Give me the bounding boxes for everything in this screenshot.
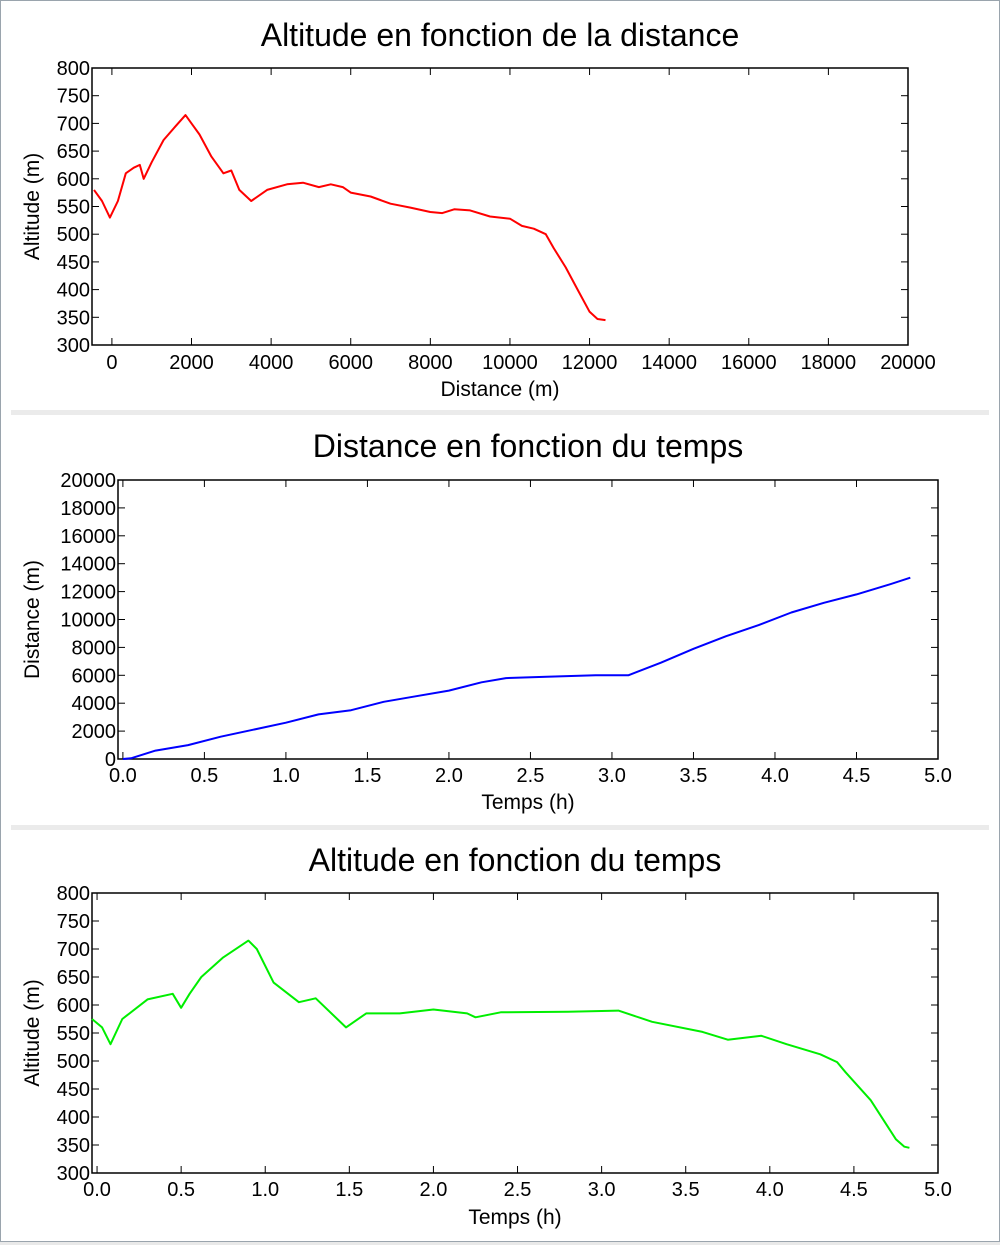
y-tick-label: 750 <box>56 911 90 933</box>
y-tick-label: 500 <box>56 224 90 247</box>
x-tick-label: 4.5 <box>842 765 871 787</box>
x-axis-label: Temps (h) <box>481 791 575 814</box>
x-tick-label: 2.0 <box>419 1179 448 1201</box>
y-tick-label: 12000 <box>60 581 116 604</box>
x-tick-label: 2.5 <box>516 765 545 787</box>
y-tick-label: 14000 <box>60 553 116 576</box>
chart-title: Altitude en fonction de la distance <box>260 17 740 53</box>
x-tick-label: 12000 <box>561 352 618 374</box>
x-tick-label: 8000 <box>408 352 453 374</box>
x-tick-label: 18000 <box>800 352 857 374</box>
altitude-distance-chart <box>11 4 989 410</box>
plot-area <box>92 68 908 345</box>
y-tick-label: 8000 <box>71 637 116 660</box>
y-tick-label: 550 <box>56 196 90 219</box>
x-tick-label: 4000 <box>248 352 294 374</box>
x-tick-label: 14000 <box>641 352 697 374</box>
y-tick-label: 4000 <box>71 693 116 716</box>
x-tick-label: 6000 <box>328 352 373 374</box>
y-tick-label: 500 <box>56 1051 90 1073</box>
x-tick-label: 3.5 <box>679 765 708 787</box>
y-tick-label: 2000 <box>71 721 116 744</box>
x-axis-label: Temps (h) <box>468 1206 562 1229</box>
y-tick-label: 800 <box>56 883 90 905</box>
y-tick-label: 10000 <box>60 609 116 632</box>
distance-time-chart <box>11 415 989 825</box>
y-axis-label: Altitude (m) <box>21 979 44 1087</box>
y-tick-label: 700 <box>56 113 90 136</box>
y-tick-label: 650 <box>56 141 90 164</box>
y-tick-label: 600 <box>56 168 90 191</box>
y-tick-label: 750 <box>56 85 90 108</box>
x-tick-label: 4.0 <box>755 1179 784 1201</box>
y-tick-label: 400 <box>56 1107 90 1129</box>
x-tick-label: 0.0 <box>83 1179 111 1201</box>
chart-panel-distance-time <box>11 415 989 825</box>
y-tick-label: 300 <box>56 335 90 357</box>
y-tick-label: 350 <box>56 1135 90 1157</box>
x-tick-label: 4.0 <box>761 765 789 787</box>
x-tick-label: 3.0 <box>587 1179 616 1201</box>
y-tick-label: 600 <box>56 995 90 1017</box>
x-tick-label: 0.5 <box>167 1179 196 1201</box>
y-tick-label: 800 <box>56 58 90 80</box>
x-tick-label: 5.0 <box>924 1179 952 1201</box>
y-tick-label: 550 <box>56 1023 90 1045</box>
x-tick-label: 1.0 <box>251 1179 280 1201</box>
x-tick-label: 2.5 <box>503 1179 532 1201</box>
y-tick-label: 18000 <box>60 497 116 520</box>
chart-panel-altitude-distance <box>11 4 989 410</box>
y-tick-label: 400 <box>56 279 90 302</box>
y-tick-label: 350 <box>56 307 90 330</box>
x-tick-label: 0 <box>106 352 118 374</box>
y-axis-label: Distance (m) <box>21 559 44 680</box>
y-axis-label: Altitude (m) <box>21 152 44 261</box>
x-tick-label: 4.5 <box>839 1179 868 1201</box>
y-tick-label: 700 <box>56 939 90 961</box>
x-tick-label: 16000 <box>720 352 777 374</box>
x-tick-label: 5.0 <box>924 765 952 787</box>
y-tick-label: 650 <box>56 967 90 989</box>
y-tick-label: 300 <box>56 1163 90 1185</box>
y-tick-label: 450 <box>56 1079 90 1101</box>
x-axis-label: Distance (m) <box>440 378 560 401</box>
y-tick-label: 20000 <box>60 470 116 492</box>
x-tick-label: 1.5 <box>335 1179 364 1201</box>
y-tick-label: 6000 <box>71 665 116 688</box>
plot-area <box>118 480 938 759</box>
x-tick-label: 1.5 <box>353 765 382 787</box>
x-tick-label: 10000 <box>482 352 538 374</box>
x-tick-label: 3.0 <box>598 765 626 787</box>
x-tick-label: 0.5 <box>190 765 219 787</box>
y-tick-label: 450 <box>56 251 90 274</box>
plot-area <box>92 893 938 1173</box>
y-tick-label: 16000 <box>60 525 116 548</box>
x-tick-label: 2.0 <box>435 765 463 787</box>
x-tick-label: 2000 <box>169 352 214 374</box>
altitude-time-chart <box>11 830 989 1240</box>
y-tick-label: 0 <box>104 749 116 771</box>
chart-panel-altitude-time <box>11 830 989 1240</box>
x-tick-label: 20000 <box>880 352 936 374</box>
x-tick-label: 1.0 <box>272 765 300 787</box>
chart-title: Distance en fonction du temps <box>312 428 744 464</box>
chart-title: Altitude en fonction du temps <box>308 842 722 878</box>
x-tick-label: 3.5 <box>671 1179 700 1201</box>
x-tick-label: 0.0 <box>108 765 137 787</box>
